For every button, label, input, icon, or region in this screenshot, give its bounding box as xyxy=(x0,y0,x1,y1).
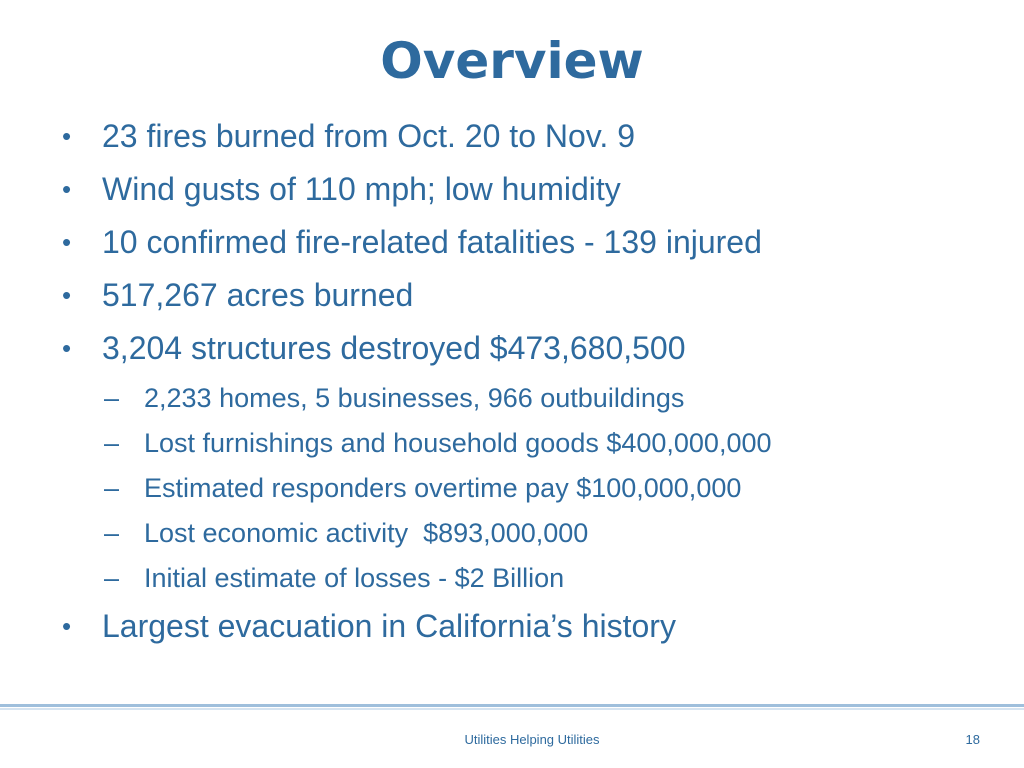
bullet-marker: • xyxy=(62,280,72,310)
sub-bullet-text: Estimated responders overtime pay $100,000,000 xyxy=(144,473,742,503)
bullet-text: Largest evacuation in California’s history xyxy=(102,608,676,644)
slide-title: Overview xyxy=(380,32,644,90)
bullet-marker: • xyxy=(62,227,72,257)
bullet-item xyxy=(60,603,1000,656)
sub-bullet-text: 2,233 homes, 5 businesses, 966 outbuildings xyxy=(144,383,685,413)
sub-bullet-item xyxy=(60,378,1000,423)
bullet-text: Wind gusts of 110 mph; low humidity xyxy=(102,171,621,207)
bullet-marker: • xyxy=(62,611,72,641)
sub-bullet-marker: – xyxy=(104,428,120,458)
bullet-item xyxy=(60,272,1000,325)
bullet-item xyxy=(60,166,1000,219)
sub-bullet-marker: – xyxy=(104,563,120,593)
sub-bullet-text: Lost economic activity $893,000,000 xyxy=(144,518,589,548)
sub-bullet-text: Lost furnishings and household goods $400,000,000 xyxy=(144,428,772,458)
footer-text: Utilities Helping Utilities xyxy=(464,732,600,747)
bullet-item xyxy=(60,219,1000,272)
bullet-text: 23 fires burned from Oct. 20 to Nov. 9 xyxy=(102,118,635,154)
page-number: 18 xyxy=(965,732,980,747)
bullet-list xyxy=(60,113,1000,656)
footer-divider-shadow xyxy=(0,708,1024,710)
sub-bullet-marker: – xyxy=(104,473,120,503)
bullet-marker: • xyxy=(62,121,72,151)
bullet-marker: • xyxy=(62,333,72,363)
sub-bullet-marker: – xyxy=(104,518,120,548)
bullet-item xyxy=(60,325,1000,378)
sub-bullet-item xyxy=(60,513,1000,558)
sub-bullet-item xyxy=(60,558,1000,603)
bullet-text: 3,204 structures destroyed $473,680,500 xyxy=(102,330,686,366)
footer-divider xyxy=(0,704,1024,707)
sub-bullet-item xyxy=(60,468,1000,513)
bullet-text: 10 confirmed fire-related fatalities - 139 injured xyxy=(102,224,762,260)
sub-bullet-item xyxy=(60,423,1000,468)
sub-bullet-text: Initial estimate of losses - $2 Billion xyxy=(144,563,565,593)
bullet-text: 517,267 acres burned xyxy=(102,277,414,313)
bullet-item xyxy=(60,113,1000,166)
bullet-marker: • xyxy=(62,174,72,204)
sub-bullet-marker: – xyxy=(104,383,120,413)
